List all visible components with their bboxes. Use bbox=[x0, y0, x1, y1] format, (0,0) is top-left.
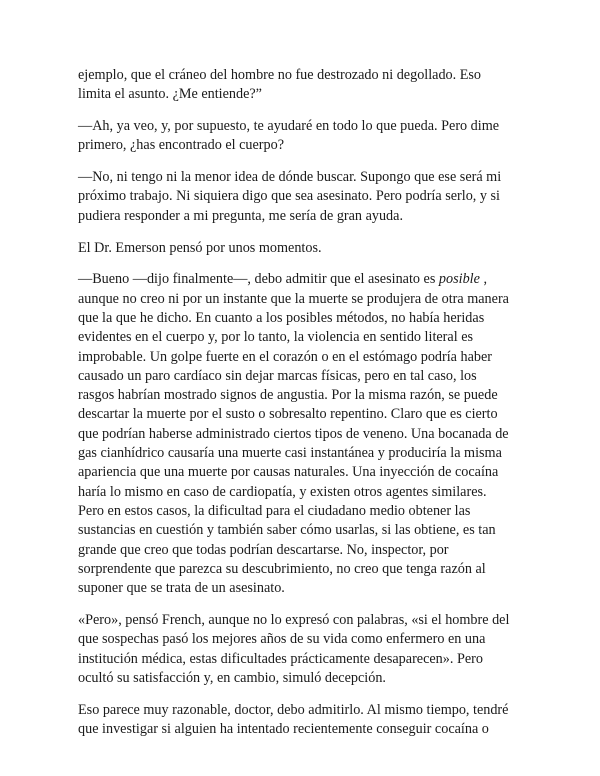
text-segment: —Bueno —dijo finalmente—, debo admitir que el asesinato es bbox=[78, 271, 439, 288]
text-line: que podrían haberse administrado ciertos tipos de veneno. Una bocanada de bbox=[78, 425, 509, 442]
paragraph-6 bbox=[78, 611, 518, 688]
paragraph-1 bbox=[78, 66, 518, 105]
text-line bbox=[78, 270, 518, 289]
text-line: suponer que se trata de un asesinato. bbox=[78, 580, 285, 597]
text-line: causado un paro cardíaco sin dejar marcas físicas, pero en tal caso, los bbox=[78, 367, 477, 384]
text-line: sustancias en cuestión y también saber cómo usarlas, si las obtiene, es tan bbox=[78, 522, 496, 539]
text-line: «Pero», pensó French, aunque no lo expresó con palabras, «si el hombre del bbox=[78, 611, 510, 628]
text-line: haría lo mismo en caso de cardiopatía, y existen otros agentes similares. bbox=[78, 483, 487, 500]
paragraph-4 bbox=[78, 239, 518, 258]
text-line: evidentes en el cuerpo y, por lo tanto, la violencia en sentido literal es bbox=[78, 329, 474, 346]
paragraph-5 bbox=[78, 270, 518, 598]
text-line: sorprendente que parezca su descubrimiento, no creo que tenga razón al bbox=[78, 560, 486, 577]
text-line: —No, ni tengo ni la menor idea de dónde buscar. Supongo que ese será mi bbox=[78, 169, 502, 186]
text-line: descartar la muerte por el susto o sobresalto repentino. Claro que es cierto bbox=[78, 406, 498, 423]
text-line: El Dr. Emerson pensó por unos momentos. bbox=[78, 239, 322, 256]
text-line: institución médica, estas dificultades prácticamente desaparecen». Pero bbox=[78, 650, 483, 667]
text-line: ejemplo, que el cráneo del hombre no fue destrozado ni degollado. Eso bbox=[78, 67, 482, 83]
paragraph-2 bbox=[78, 117, 518, 156]
text-line: que sospechas pasó los mejores años de su vida como enfermero en una bbox=[78, 631, 486, 648]
text-line: improbable. Un golpe fuerte en el corazón o en el estómago podría haber bbox=[78, 348, 493, 365]
paragraph-3 bbox=[78, 168, 518, 226]
text-line: Eso parece muy razonable, doctor, debo admitirlo. Al mismo tiempo, tendré bbox=[78, 701, 509, 718]
text-segment: , bbox=[479, 271, 487, 288]
text-line: pudiera responder a mi pregunta, me sería de gran ayuda. bbox=[78, 207, 403, 224]
text-line: primero, ¿has encontrado el cuerpo? bbox=[78, 137, 285, 154]
text-line: próximo trabajo. Ni siquiera digo que sea asesinato. Pero podría serlo, y si bbox=[78, 188, 500, 205]
text-line: aunque no creo ni por un instante que la muerte se produjera de otra manera bbox=[78, 290, 509, 307]
text-line: apariencia que una muerte por causas naturales. Una inyección de cocaína bbox=[78, 464, 499, 481]
text-line: gas cianhídrico causaría una muerte casi instantánea y produciría la misma bbox=[78, 445, 502, 462]
text-line: rasgos habrían mostrado signos de angustia. Por la misma razón, se puede bbox=[78, 387, 498, 404]
text-line: limita el asunto. ¿Me entiende?” bbox=[78, 86, 262, 103]
text-line: que la que he dicho. En cuanto a los posibles métodos, no había heridas bbox=[78, 309, 485, 326]
text-line: Pero en estos casos, la dificultad para el ciudadano medio obtener las bbox=[78, 502, 471, 519]
text-line: —Ah, ya veo, y, por supuesto, te ayudaré en todo lo que pueda. Pero dime bbox=[78, 118, 500, 135]
document-page bbox=[78, 66, 518, 739]
text-line: que investigar si alguien ha intentado recientemente conseguir cocaína o bbox=[78, 720, 489, 737]
emphasized-word: posible bbox=[438, 271, 480, 288]
text-line: grande que creo que todas podrían descartarse. No, inspector, por bbox=[78, 541, 449, 558]
paragraph-7 bbox=[78, 701, 518, 740]
text-line: ocultó su satisfacción y, en cambio, simuló decepción. bbox=[78, 669, 386, 686]
